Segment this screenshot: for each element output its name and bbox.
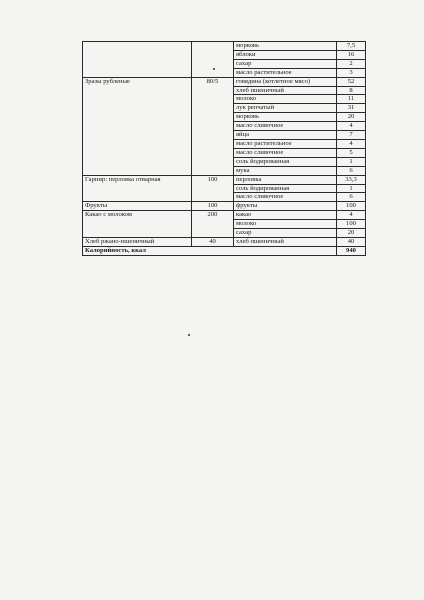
ingredient-cell: масло растительное xyxy=(234,68,337,77)
amount-cell: 31 xyxy=(337,104,366,113)
ingredient-cell: масло сливочное xyxy=(234,122,337,131)
amount-cell: 5 xyxy=(337,148,366,157)
table-row xyxy=(83,211,366,220)
ingredient-cell: масло сливочное xyxy=(234,193,337,202)
amount-cell: 4 xyxy=(337,211,366,220)
ingredient-cell: морковь xyxy=(234,113,337,122)
ingredient-cell: морковь xyxy=(234,42,337,51)
table-row xyxy=(83,175,366,184)
amount-cell: 2 xyxy=(337,59,366,68)
portion-cell: 100 xyxy=(192,175,234,202)
ingredient-cell: яблоки xyxy=(234,50,337,59)
ingredient-cell: какао xyxy=(234,211,337,220)
ingredient-cell: сахар xyxy=(234,229,337,238)
amount-cell: 6 xyxy=(337,166,366,175)
total-value: 940 xyxy=(337,246,366,255)
scan-speck xyxy=(188,334,190,336)
amount-cell: 4 xyxy=(337,139,366,148)
dish-cell: Фрукты xyxy=(83,202,192,211)
portion-cell: 200 xyxy=(192,211,234,238)
amount-cell: 1 xyxy=(337,157,366,166)
table-row xyxy=(83,237,366,246)
ingredient-cell: фрукты xyxy=(234,202,337,211)
ingredient-cell: мука xyxy=(234,166,337,175)
table-row xyxy=(83,77,366,86)
ingredient-cell: говядина (котлетное мясо) xyxy=(234,77,337,86)
ingredient-cell: лук репчатый xyxy=(234,104,337,113)
amount-cell: 6 xyxy=(337,193,366,202)
portion-cell: 40 xyxy=(192,237,234,246)
dish-cell: Зразы рубленые xyxy=(83,77,192,175)
dish-cell: Какао с молоком xyxy=(83,211,192,238)
amount-cell: 20 xyxy=(337,229,366,238)
dish-cell: Хлеб ржано-пшеничный xyxy=(83,237,192,246)
amount-cell: 20 xyxy=(337,113,366,122)
menu-table xyxy=(82,41,366,256)
scan-speck xyxy=(213,68,215,70)
ingredient-cell: перловка xyxy=(234,175,337,184)
ingredient-cell: молоко xyxy=(234,220,337,229)
amount-cell: 52 xyxy=(337,77,366,86)
menu-table-body xyxy=(83,42,366,256)
amount-cell: 11 xyxy=(337,95,366,104)
amount-cell: 4 xyxy=(337,122,366,131)
portion-cell: 80/5 xyxy=(192,77,234,175)
ingredient-cell: молоко xyxy=(234,95,337,104)
table-row xyxy=(83,202,366,211)
amount-cell: 1 xyxy=(337,184,366,193)
amount-cell: 7,5 xyxy=(337,42,366,51)
amount-cell: 3 xyxy=(337,68,366,77)
ingredient-cell: масло сливочное xyxy=(234,148,337,157)
ingredient-cell: масло растительное xyxy=(234,139,337,148)
dish-cell xyxy=(83,42,192,78)
portion-cell: 100 xyxy=(192,202,234,211)
ingredient-cell: сахар xyxy=(234,59,337,68)
ingredient-cell: яйца xyxy=(234,131,337,140)
ingredient-cell: хлеб пшеничный xyxy=(234,237,337,246)
ingredient-cell: соль йодированная xyxy=(234,157,337,166)
dish-cell: Гарнир: перловка отварная xyxy=(83,175,192,202)
ingredient-cell: хлеб пшеничный xyxy=(234,86,337,95)
ingredient-cell: соль йодированная xyxy=(234,184,337,193)
total-row xyxy=(83,246,366,255)
amount-cell: 40 xyxy=(337,237,366,246)
amount-cell: 8 xyxy=(337,86,366,95)
amount-cell: 100 xyxy=(337,220,366,229)
table-row xyxy=(83,42,366,51)
amount-cell: 7 xyxy=(337,131,366,140)
portion-cell xyxy=(192,42,234,78)
total-label: Калорийность, ккал xyxy=(83,246,337,255)
amount-cell: 33,3 xyxy=(337,175,366,184)
amount-cell: 16 xyxy=(337,50,366,59)
amount-cell: 100 xyxy=(337,202,366,211)
